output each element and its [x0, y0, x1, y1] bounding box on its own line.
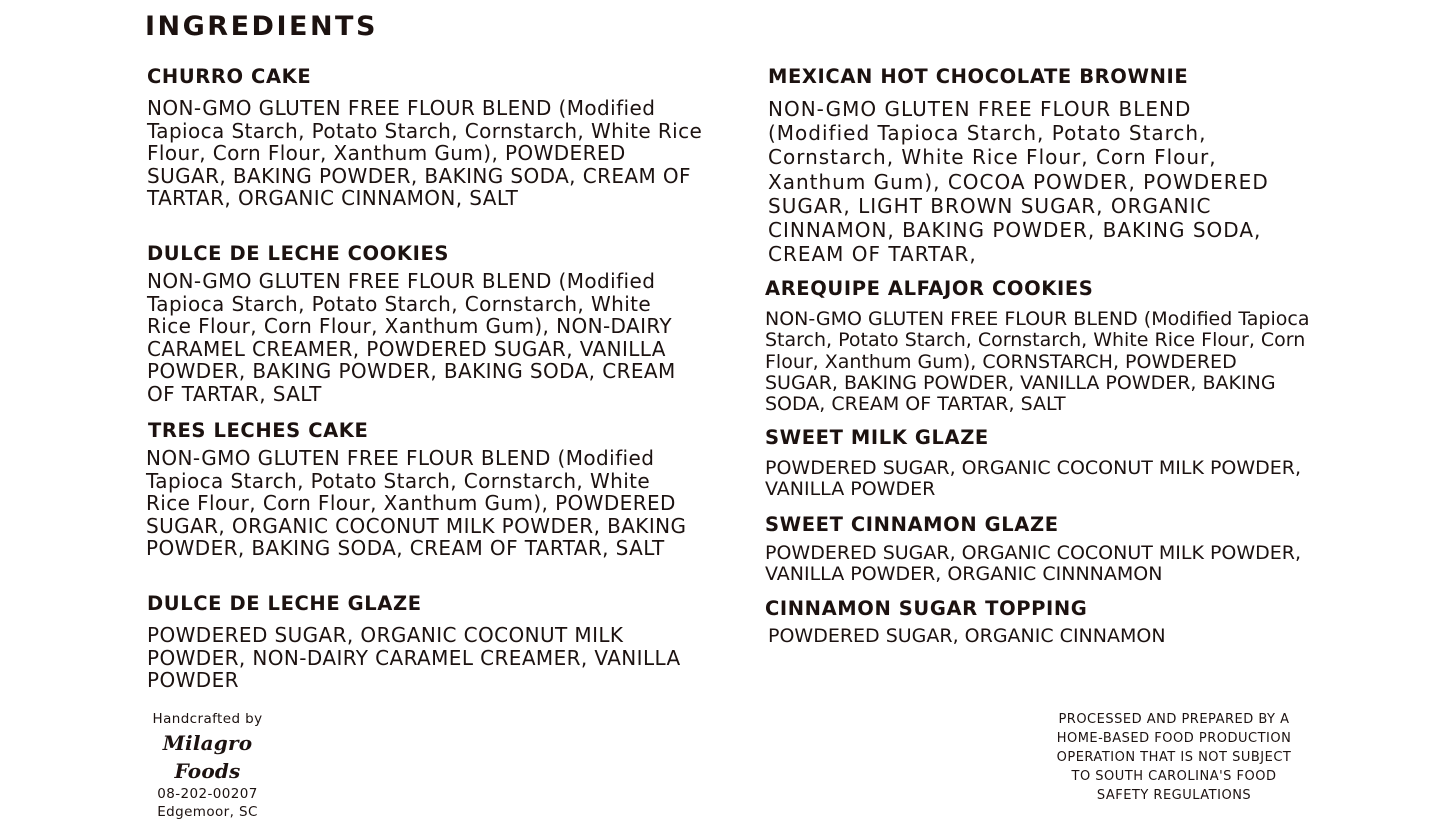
ingredient-list: POWDERED SUGAR, ORGANIC COCONUT MILK POWDER, NON-DAIRY CARAMEL CREAMER, VANILLA POWDER [147, 623, 681, 693]
notice-line: SAFETY REGULATIONS [1096, 788, 1252, 803]
ingredient-list: POWDERED SUGAR, ORGANIC COCONUT MILK POWDER, VANILLA POWDER [765, 457, 1302, 501]
churro-cake-section [147, 65, 707, 210]
cinnamon-sugar-topping-section [765, 597, 1310, 647]
tres-leches-cake-section [146, 419, 691, 560]
sweet-cinnamon-glaze-section [765, 513, 1310, 586]
dulce-de-leche-glaze-section [147, 592, 707, 692]
ingredient-list: NON-GMO GLUTEN FREE FLOUR BLEND (Modified Tapioca Starch, Potato Starch, Cornstarch, White Rice Flour, Corn Flour, Xanthum Gum), COCOA POWDER, POWDERED SUGAR, LIGHT BROWN SUGAR, ORGANIC CINNAMON, BAKING POWDER, BAKING SODA, CREAM OF TARTAR, [768, 97, 1269, 267]
notice-line: PROCESSED AND PREPARED BY A [1058, 712, 1290, 727]
location: Edgemoor, SC [157, 804, 258, 820]
dulce-de-leche-cookies-section [147, 242, 692, 406]
section-heading: MEXICAN HOT CHOCOLATE BROWNIE [768, 65, 1189, 88]
producer-info [140, 710, 275, 822]
section-heading: AREQUIPE ALFAJOR COOKIES [765, 277, 1094, 300]
sweet-milk-glaze-section [765, 426, 1310, 501]
brand-logo: Milagro Foods [162, 730, 253, 783]
notice-line: TO SOUTH CAROLINA'S FOOD [1071, 769, 1277, 784]
section-heading: CHURRO CAKE [147, 65, 312, 88]
section-heading: TRES LECHES CAKE [148, 419, 369, 442]
section-heading: SWEET MILK GLAZE [765, 426, 989, 449]
regulatory-notice [1045, 710, 1303, 805]
handcrafted-label: Handcrafted by [152, 711, 263, 727]
license-number: 08-202-00207 [157, 785, 258, 802]
ingredient-list: NON-GMO GLUTEN FREE FLOUR BLEND (Modified Tapioca Starch, Potato Starch, Cornstarch, White Rice Flour, Corn Flour, Xanthum Gum), NON-DAIRY CARAMEL CREAMER, POWDERED SUGAR, VANILLA POWDER, BAKING POWDER, BAKING SODA, CREAM OF TARTAR, SALT [147, 269, 676, 406]
mexican-hot-chocolate-brownie-section [768, 65, 1298, 266]
ingredient-list: POWDERED SUGAR, ORGANIC COCONUT MILK POWDER, VANILLA POWDER, ORGANIC CINNNAMON [765, 542, 1302, 586]
arequipe-alfajor-cookies-section [765, 277, 1310, 415]
section-heading: DULCE DE LECHE GLAZE [147, 592, 422, 615]
notice-line: HOME-BASED FOOD PRODUCTION [1056, 731, 1292, 746]
section-heading: DULCE DE LECHE COOKIES [147, 242, 450, 265]
section-heading: CINNAMON SUGAR TOPPING [765, 597, 1088, 620]
ingredient-list: NON-GMO GLUTEN FREE FLOUR BLEND (Modified Tapioca Starch, Potato Starch, Cornstarch, White Rice Flour, Corn Flour, Xanthum Gum), CORNSTARCH, POWDERED SUGAR, BAKING POWDER, VANILLA POWDER, BAKING SODA, CREAM OF TARTAR, SALT [765, 308, 1310, 416]
ingredient-list: NON-GMO GLUTEN FREE FLOUR BLEND (Modified Tapioca Starch, Potato Starch, Cornstarch, White Rice Flour, Corn Flour, Xanthum Gum), POWDERED SUGAR, BAKING POWDER, BAKING SODA, CREAM OF TARTAR, ORGANIC CINNAMON, SALT [147, 96, 703, 211]
section-heading: SWEET CINNAMON GLAZE [765, 513, 1059, 536]
notice-line: OPERATION THAT IS NOT SUBJECT [1056, 750, 1292, 765]
ingredient-list: POWDERED SUGAR, ORGANIC CINNAMON [768, 625, 1166, 647]
ingredient-list: NON-GMO GLUTEN FREE FLOUR BLEND (Modified Tapioca Starch, Potato Starch, Cornstarch, White Rice Flour, Corn Flour, Xanthum Gum), POWDERED SUGAR, ORGANIC COCONUT MILK POWDER, BAKING POWDER, BAKING SODA, CREAM OF TARTAR, SALT [146, 446, 687, 561]
page-title: INGREDIENTS [145, 11, 378, 42]
